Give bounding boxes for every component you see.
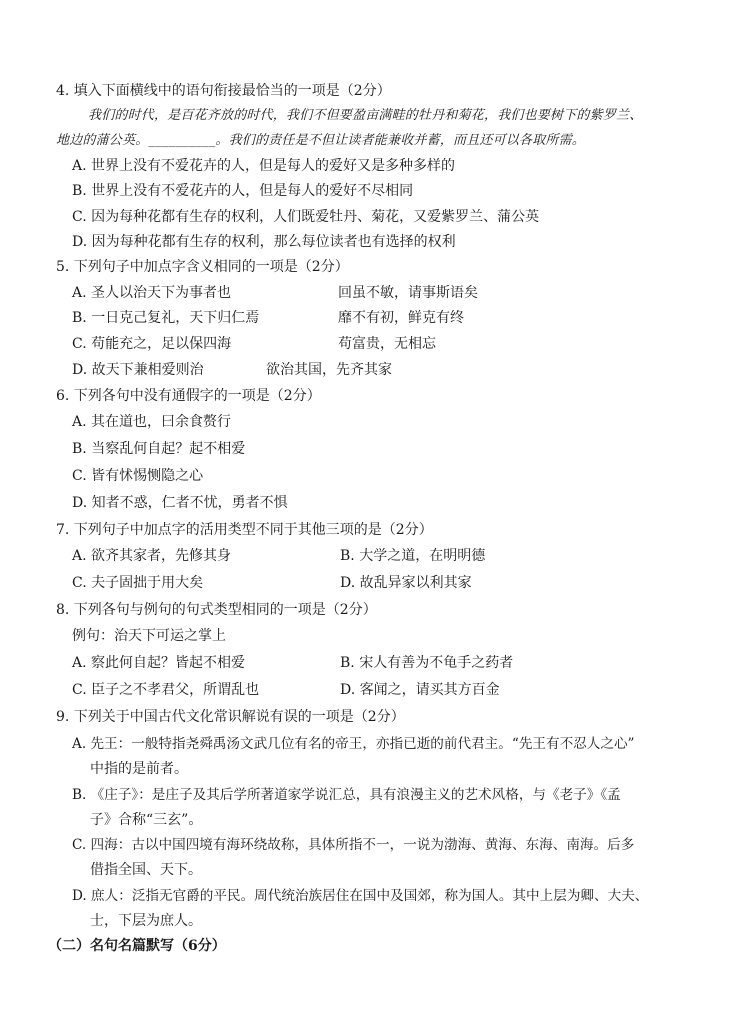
q9-option-a-line1: A. 先王：一般特指尧舜禹汤文武几位有名的帝王，亦指已逝的前代君主。“先王有不忍人之心” (72, 736, 635, 752)
q4-option-a: A. 世界上没有不爱花卉的人，但是每人的爱好又是多种多样的 (72, 158, 456, 174)
q4-option-b: B. 世界上没有不爱花卉的人，但是每人的爱好不尽相同 (72, 183, 414, 199)
q5-option-c-left: C. 苟能充之，足以保四海 (72, 336, 232, 352)
q7-stem: 7. 下列句子中加点字的活用类型不同于其他三项的是（2分） (56, 522, 433, 538)
q8-option-d: D. 客闻之，请买其方百金 (340, 682, 500, 698)
q5-option-c-right: 苟富贵，无相忘 (338, 336, 436, 352)
q6-stem: 6. 下列各句中没有通假字的一项是（2分） (56, 388, 321, 404)
q4-option-d: D. 因为每种花都有生存的权利，那么每位读者也有选择的权利 (72, 234, 456, 250)
q8-option-a: A. 察此何自起？皆起不相爱 (72, 655, 246, 671)
q4-stem: 4. 填入下面横线中的语句衔接最恰当的一项是（2分） (56, 83, 391, 99)
q6-option-a: A. 其在道也，曰余食赘行 (72, 414, 232, 430)
q6-option-d: D. 知者不惑，仁者不忧，勇者不惧 (72, 495, 288, 511)
q8-example: 例句：治天下可运之掌上 (72, 628, 226, 644)
q8-stem: 8. 下列各句与例句的句式类型相同的一项是（2分） (56, 602, 377, 618)
q9-option-b-line1: B. 《庄子》：是庄子及其后学所著道家学说汇总，具有浪漫主义的艺术风格，与《老子》《孟 (72, 787, 621, 803)
q5-option-d-left: D. 故天下兼相爱则治 (72, 362, 204, 378)
q5-option-a-left: A. 圣人以治天下为事者也 (72, 285, 232, 301)
q9-option-d-line2: 士，下层为庶人。 (90, 913, 202, 929)
q7-option-d: D. 故乱异家以利其家 (340, 575, 472, 591)
q9-option-c-line1: C. 四海：古以中国四境有海环绕故称，具体所指不一，一说为渤海、黄海、东海、南海。后多 (72, 837, 635, 853)
q4-passage-line1: 我们的时代，是百花齐放的时代，我们不但要盈亩满畦的牡丹和菊花，我们也要树下的紫罗兰、 (88, 108, 643, 123)
q9-option-a-line2: 中指的是前者。 (90, 761, 188, 777)
q7-option-b: B. 大学之道，在明明德 (340, 548, 486, 564)
q9-option-c-line2: 借指全国、天下。 (90, 862, 202, 878)
q5-option-b-right: 靡不有初，鲜克有终 (338, 310, 464, 326)
q5-option-d-right: 欲治其国，先齐其家 (266, 362, 392, 378)
q9-option-d-line1: D. 庶人：泛指无官爵的平民。周代统治族居住在国中及国郊，称为国人。其中上层为卿、大夫、 (72, 888, 649, 904)
q9-option-b-line2: 子》合称“三玄”。 (90, 812, 203, 828)
q6-option-b: B. 当察乱何自起？起不相爱 (72, 441, 246, 457)
q4-passage-line2: 地边的蒲公英。__________。我们的责任是不但让读者能兼收并蓄，而且还可以各取所需。 (56, 133, 586, 148)
q8-option-c: C. 臣子之不孝君父，所谓乱也 (72, 682, 260, 698)
q7-option-c: C. 夫子固拙于用大矣 (72, 575, 204, 591)
q6-option-c: C. 皆有怵惕恻隐之心 (72, 468, 204, 484)
q5-option-a-right: 回虽不敏，请事斯语矣 (338, 285, 478, 301)
q9-stem: 9. 下列关于中国古代文化常识解说有误的一项是（2分） (56, 709, 405, 725)
q7-option-a: A. 欲齐其家者，先修其身 (72, 548, 232, 564)
section-2-title: （二）名句名篇默写（6分） (48, 938, 226, 954)
q5-option-b-left: B. 一日克己复礼，天下归仁焉 (72, 310, 260, 326)
q4-option-c: C. 因为每种花都有生存的权利，人们既爱牡丹、菊花，又爱紫罗兰、蒲公英 (72, 209, 540, 225)
q8-option-b: B. 宋人有善为不龟手之药者 (340, 655, 514, 671)
q5-stem: 5. 下列句子中加点字含义相同的一项是（2分） (56, 259, 349, 275)
